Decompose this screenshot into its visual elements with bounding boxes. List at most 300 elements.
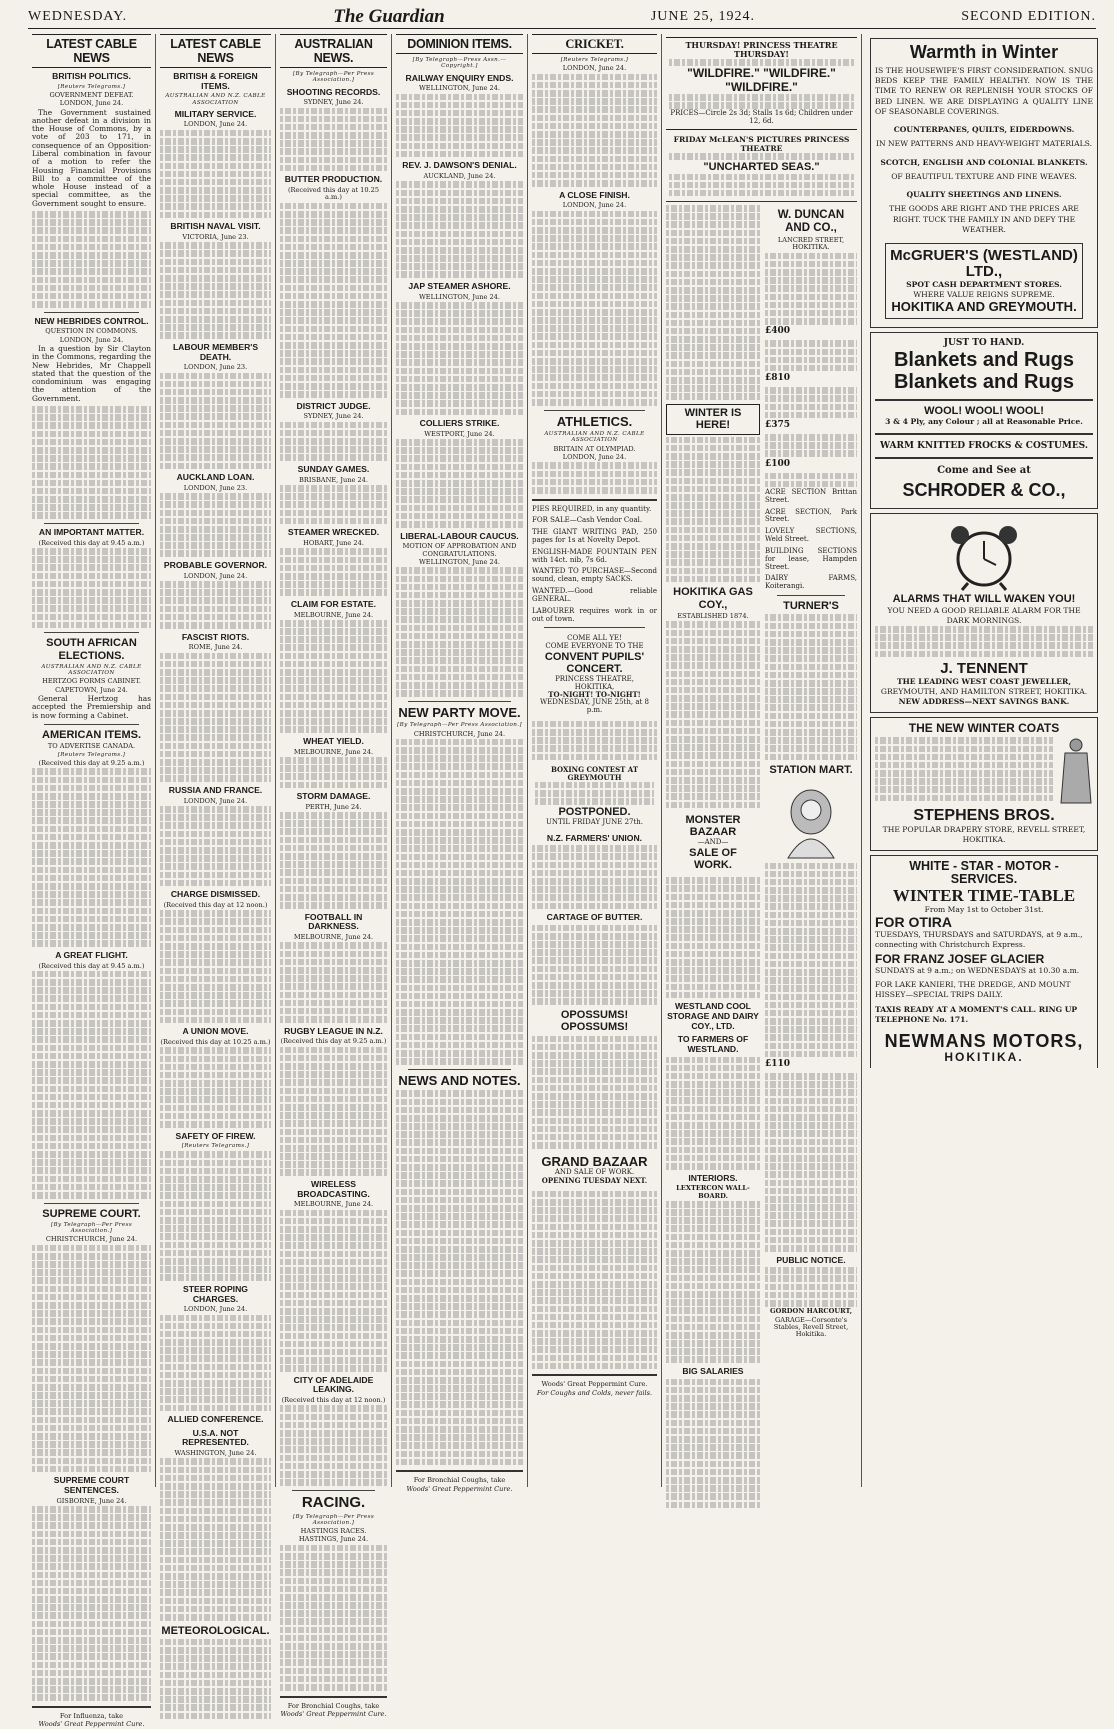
text-line-placeholder	[280, 342, 387, 349]
text-line-placeholder	[280, 589, 387, 596]
text-line-placeholder	[666, 1234, 760, 1241]
text-line-placeholder	[160, 718, 271, 725]
text-line-placeholder	[160, 542, 271, 549]
text-line-placeholder	[280, 148, 387, 155]
text-line-placeholder	[875, 778, 1053, 785]
text-line-placeholder	[875, 770, 1053, 777]
article-dateline: HOBART, June 24.	[303, 539, 364, 547]
text-line-placeholder	[32, 1522, 151, 1529]
text-line-placeholder	[532, 903, 657, 910]
text-line-placeholder	[280, 1479, 387, 1486]
text-line-placeholder	[32, 1596, 151, 1603]
text-line-placeholder	[765, 754, 857, 761]
text-line-placeholder	[532, 1322, 657, 1329]
text-line-placeholder	[532, 82, 657, 89]
text-line-placeholder	[765, 936, 857, 943]
text-line-placeholder	[32, 447, 151, 454]
ad-title: Blankets and Rugs	[893, 348, 1075, 371]
text-line-placeholder	[32, 422, 151, 429]
text-line-placeholder	[160, 1168, 271, 1175]
text-line-placeholder	[160, 446, 271, 453]
text-line-placeholder	[532, 156, 657, 163]
text-line-placeholder	[280, 430, 387, 437]
text-line-placeholder	[532, 721, 657, 728]
text-line-placeholder	[666, 802, 760, 809]
ad-line: FRIDAY McLEAN'S PICTURES PRINCESS THEATRE	[673, 135, 850, 153]
text-line-placeholder	[396, 870, 523, 877]
text-line-placeholder	[160, 1614, 271, 1621]
text-line-placeholder	[280, 1145, 387, 1152]
text-line-placeholder	[396, 804, 523, 811]
text-line-placeholder	[396, 747, 523, 754]
text-line-placeholder	[160, 685, 271, 692]
text-line-placeholder	[666, 328, 760, 335]
text-line-placeholder	[280, 285, 387, 292]
text-line-placeholder	[280, 951, 387, 958]
article-heading: STEAMER WRECKED.	[287, 527, 380, 538]
text-line-placeholder	[666, 1106, 760, 1113]
text-line-placeholder	[532, 1314, 657, 1321]
text-line-placeholder	[396, 1401, 523, 1408]
text-line-placeholder	[532, 358, 657, 365]
text-line-placeholder	[280, 861, 387, 868]
text-line-placeholder	[396, 919, 523, 926]
text-line-placeholder	[32, 858, 151, 865]
text-line-placeholder	[396, 854, 523, 861]
text-line-placeholder	[666, 711, 760, 718]
text-line-placeholder	[765, 450, 857, 457]
text-line-placeholder	[160, 130, 271, 137]
text-line-placeholder	[160, 863, 271, 870]
text-line-placeholder	[160, 1217, 271, 1224]
text-line-placeholder	[669, 174, 854, 181]
ad-line: Come and See at	[937, 464, 1031, 476]
text-line-placeholder	[396, 1393, 523, 1400]
text-line-placeholder	[280, 959, 387, 966]
text-line-placeholder	[32, 1253, 151, 1260]
article-dateline: (Received this day at 12 noon.)	[163, 900, 268, 909]
text-line-placeholder	[765, 294, 857, 301]
article-subheading: MOTION OF APPROBATION AND CONGRATULATIONS.	[402, 542, 517, 558]
text-line-placeholder	[160, 661, 271, 668]
text-line-placeholder	[666, 793, 760, 800]
text-line-placeholder	[765, 1171, 857, 1178]
text-line-placeholder	[666, 230, 760, 237]
text-line-placeholder	[666, 559, 760, 566]
article-body: The Government sustained another defeat in a division in the House of Commons, by a vote of 203 to 171, in consequence of an Opposition-Liberal combination in favour of a motion to refer the Housing Financial Provisions Bill to a committee of the whole House instead of a special committee, as the Government sought to ensure.	[32, 107, 151, 208]
text-line-placeholder	[160, 493, 271, 500]
text-line-placeholder	[160, 1274, 271, 1281]
text-line-placeholder	[535, 782, 654, 789]
text-line-placeholder	[32, 801, 151, 808]
ad-line: FOR LAKE KANIERI, THE DREDGE, AND MOUNT HISSEY—SPECIAL TRIPS DAILY.	[875, 980, 1071, 1000]
text-line-placeholder	[666, 638, 760, 645]
text-line-placeholder	[280, 765, 387, 772]
text-line-placeholder	[32, 908, 151, 915]
text-line-placeholder	[32, 1555, 151, 1562]
ad-line: For Bronchial Coughs, take	[413, 1476, 506, 1485]
text-line-placeholder	[32, 1192, 151, 1199]
text-line-placeholder	[532, 1346, 657, 1353]
text-line-placeholder	[160, 959, 271, 966]
text-line-placeholder	[666, 951, 760, 958]
divider	[875, 399, 1093, 401]
text-line-placeholder	[666, 769, 760, 776]
text-line-placeholder	[396, 788, 523, 795]
text-line-placeholder	[532, 1355, 657, 1362]
text-line-placeholder	[532, 479, 657, 486]
text-line-placeholder	[532, 982, 657, 989]
text-line-placeholder	[396, 1303, 523, 1310]
ad-title: PUBLIC NOTICE.	[776, 1254, 846, 1265]
text-line-placeholder	[666, 445, 760, 452]
text-line-placeholder	[666, 1057, 760, 1064]
text-line-placeholder	[666, 336, 760, 343]
text-line-placeholder	[532, 1224, 657, 1231]
text-line-placeholder	[160, 1589, 271, 1596]
text-line-placeholder	[396, 625, 523, 632]
article-heading: METEOROLOGICAL.	[161, 1624, 270, 1637]
text-line-placeholder	[875, 634, 1093, 641]
text-line-placeholder	[280, 967, 387, 974]
text-line-placeholder	[666, 1348, 760, 1355]
ad-line: SPOT CASH DEPARTMENT STORES.	[906, 279, 1062, 289]
text-line-placeholder	[765, 614, 857, 621]
text-line-placeholder	[532, 870, 657, 877]
text-line-placeholder	[532, 243, 657, 250]
text-line-placeholder	[396, 513, 523, 520]
text-line-placeholder	[532, 933, 657, 940]
text-line-placeholder	[666, 469, 760, 476]
text-line-placeholder	[765, 1034, 857, 1041]
article-heading: NEW HEBRIDES CONTROL.	[34, 315, 149, 326]
text-line-placeholder	[160, 430, 271, 437]
text-line-placeholder	[160, 1242, 271, 1249]
text-line-placeholder	[669, 190, 854, 197]
text-line-placeholder	[160, 1663, 271, 1670]
text-line-placeholder	[532, 1273, 657, 1280]
text-line-placeholder	[666, 1225, 760, 1232]
text-line-placeholder	[280, 510, 387, 517]
text-line-placeholder	[396, 190, 523, 197]
ad-line: 3 & 4 Ply, any Colour ; all at Reasonable Price.	[885, 417, 1083, 427]
text-line-placeholder	[280, 581, 387, 588]
article-subheading: HASTINGS RACES.	[300, 1527, 367, 1536]
text-line-placeholder	[160, 1557, 271, 1564]
text-line-placeholder	[396, 1238, 523, 1245]
article-dateline: LONDON, June 24.	[59, 99, 124, 108]
text-line-placeholder	[160, 1483, 271, 1490]
theatre-advertisement	[666, 133, 857, 202]
text-line-placeholder	[32, 1318, 151, 1325]
price-figure: £810	[764, 373, 791, 384]
text-line-placeholder	[160, 759, 271, 766]
text-line-placeholder	[666, 1379, 760, 1386]
text-line-placeholder	[765, 977, 857, 984]
text-line-placeholder	[765, 404, 857, 411]
text-line-placeholder	[160, 1323, 271, 1330]
text-line-placeholder	[32, 1458, 151, 1465]
text-line-placeholder	[160, 847, 271, 854]
article-subheading: HERTZOG FORMS CABINET.	[42, 677, 141, 686]
text-line-placeholder	[160, 1475, 271, 1482]
text-line-placeholder	[666, 287, 760, 294]
text-line-placeholder	[532, 1199, 657, 1206]
text-line-placeholder	[280, 837, 387, 844]
text-line-placeholder	[280, 902, 387, 909]
article-heading: OPOSSUMS! OPOSSUMS!	[560, 1009, 629, 1034]
article-dateline: PERTH, June 24.	[305, 802, 362, 811]
text-line-placeholder	[32, 932, 151, 939]
ad-line: THE GOODS ARE RIGHT AND THE PRICES ARE RIGHT. TUCK THE FAMILY IN AND DEFY THE WEATHER.	[889, 204, 1079, 234]
text-line-placeholder	[32, 1384, 151, 1391]
text-line-placeholder	[160, 992, 271, 999]
text-line-placeholder	[532, 886, 657, 893]
text-line-placeholder	[160, 1266, 271, 1273]
text-line-placeholder	[666, 621, 760, 628]
text-line-placeholder	[666, 385, 760, 392]
text-line-placeholder	[160, 1565, 271, 1572]
text-line-placeholder	[875, 746, 1053, 753]
text-line-placeholder	[32, 244, 151, 251]
text-line-placeholder	[280, 1063, 387, 1070]
text-line-placeholder	[32, 883, 151, 890]
text-line-placeholder	[280, 620, 387, 627]
text-line-placeholder	[666, 221, 760, 228]
text-line-placeholder	[666, 453, 760, 460]
text-line-placeholder	[280, 1405, 387, 1412]
text-line-placeholder	[532, 974, 657, 981]
stephens-advertisement	[870, 717, 1098, 851]
text-line-placeholder	[32, 1012, 151, 1019]
divider	[44, 632, 139, 633]
text-line-placeholder	[666, 1283, 760, 1290]
text-line-placeholder	[765, 395, 857, 402]
text-line-placeholder	[532, 1297, 657, 1304]
text-line-placeholder	[666, 518, 760, 525]
text-line-placeholder	[280, 293, 387, 300]
article-dateline: LONDON, June 24.	[562, 201, 627, 210]
text-line-placeholder	[32, 842, 151, 849]
text-line-placeholder	[160, 1009, 271, 1016]
text-line-placeholder	[32, 1151, 151, 1158]
text-line-placeholder	[875, 762, 1053, 769]
divider	[44, 724, 139, 725]
article-dateline: LONDON, June 24.	[183, 120, 248, 129]
article-heading: AMERICAN ITEMS.	[42, 729, 141, 742]
text-line-placeholder	[765, 994, 857, 1001]
article-credit: [By Telegraph—Per Press Association.]	[50, 1221, 133, 1235]
text-line-placeholder	[666, 246, 760, 253]
text-line-placeholder	[666, 728, 760, 735]
text-line-placeholder	[666, 254, 760, 261]
article-heading: CARTAGE OF BUTTER.	[546, 912, 643, 923]
text-line-placeholder	[160, 1680, 271, 1687]
text-line-placeholder	[875, 786, 1053, 793]
text-line-placeholder	[765, 302, 857, 309]
text-line-placeholder	[765, 1130, 857, 1137]
text-line-placeholder	[32, 1662, 151, 1669]
text-line-placeholder	[160, 534, 271, 541]
classified-ad: WANTED.—Good reliable GENERAL.	[532, 587, 657, 603]
text-line-placeholder	[396, 592, 523, 599]
ad-line: JUST TO HAND.	[943, 337, 1025, 348]
ad-line: QUALITY SHEETINGS AND LINENS.	[906, 190, 1062, 200]
text-line-placeholder	[32, 1126, 151, 1133]
text-line-placeholder	[532, 1248, 657, 1255]
text-line-placeholder	[160, 1516, 271, 1523]
text-line-placeholder	[396, 1156, 523, 1163]
text-line-placeholder	[160, 734, 271, 741]
ad-line: WEDNESDAY, JUNE 25th, at 8 p.m.	[539, 698, 649, 715]
text-line-placeholder	[396, 755, 523, 762]
ad-line: From May 1st to October 31st.	[924, 904, 1044, 914]
divider	[44, 1203, 139, 1204]
text-line-placeholder	[396, 1442, 523, 1449]
text-line-placeholder	[765, 1275, 857, 1282]
text-line-placeholder	[32, 875, 151, 882]
text-line-placeholder	[280, 886, 387, 893]
text-line-placeholder	[396, 1352, 523, 1359]
text-line-placeholder	[32, 1686, 151, 1693]
text-line-placeholder	[765, 1292, 857, 1299]
text-line-placeholder	[280, 1047, 387, 1054]
text-line-placeholder	[396, 674, 523, 681]
text-line-placeholder	[396, 1418, 523, 1425]
text-line-placeholder	[32, 1539, 151, 1546]
text-line-placeholder	[532, 235, 657, 242]
ad-line: GARAGE—Corsonte's Stables, Revell Street, Hokitika.	[773, 1315, 849, 1339]
text-line-placeholder	[280, 219, 387, 226]
text-line-placeholder	[32, 1053, 151, 1060]
text-line-placeholder	[280, 1120, 387, 1127]
text-line-placeholder	[280, 694, 387, 701]
article-dateline: CHRISTCHURCH, June 24.	[413, 729, 506, 738]
column-display-advertisements	[862, 34, 1102, 1487]
text-line-placeholder	[396, 976, 523, 983]
text-line-placeholder	[396, 1017, 523, 1024]
article-credit: [By Telegraph—Press Assn.—Copyright.]	[412, 57, 507, 70]
article-heading: DISTRICT JUDGE.	[296, 400, 371, 411]
text-line-placeholder	[532, 211, 657, 218]
text-line-placeholder	[396, 255, 523, 262]
text-line-placeholder	[532, 1044, 657, 1051]
text-line-placeholder	[280, 548, 387, 555]
masthead-date: JUNE 25, 1924.	[650, 9, 756, 24]
text-line-placeholder	[32, 1572, 151, 1579]
text-line-placeholder	[396, 952, 523, 959]
text-line-placeholder	[666, 205, 760, 212]
text-line-placeholder	[160, 775, 271, 782]
text-line-placeholder	[280, 236, 387, 243]
ad-line: For Influenza, take	[59, 1711, 124, 1720]
article-credit: [Reuters Telegrams.]	[57, 83, 126, 90]
text-line-placeholder	[160, 1508, 271, 1515]
text-line-placeholder	[32, 1327, 151, 1334]
text-line-placeholder	[532, 284, 657, 291]
text-line-placeholder	[32, 455, 151, 462]
text-line-placeholder	[396, 102, 523, 109]
text-line-placeholder	[765, 1147, 857, 1154]
text-line-placeholder	[765, 631, 857, 638]
text-line-placeholder	[666, 1387, 760, 1394]
text-line-placeholder	[666, 1065, 760, 1072]
ad-title: SCHRODER & CO.,	[902, 480, 1066, 501]
text-line-placeholder	[32, 1143, 151, 1150]
text-line-placeholder	[160, 550, 271, 557]
text-line-placeholder	[765, 1204, 857, 1211]
text-line-placeholder	[396, 1230, 523, 1237]
text-line-placeholder	[532, 1109, 657, 1116]
text-line-placeholder	[160, 250, 271, 257]
text-line-placeholder	[396, 1164, 523, 1171]
text-line-placeholder	[666, 502, 760, 509]
text-line-placeholder	[32, 777, 151, 784]
article-heading: SOUTH AFRICAN ELECTIONS.	[46, 637, 137, 662]
text-line-placeholder	[666, 720, 760, 727]
text-line-placeholder	[765, 1188, 857, 1195]
ad-title: INTERIORS.	[688, 1172, 738, 1183]
text-line-placeholder	[160, 259, 271, 266]
text-line-placeholder	[280, 773, 387, 780]
article-dateline: SYDNEY, June 24.	[303, 412, 364, 421]
text-line-placeholder	[396, 1042, 523, 1049]
text-line-placeholder	[396, 1295, 523, 1302]
article-heading: CLAIM FOR ESTATE.	[290, 598, 377, 609]
text-line-placeholder	[396, 616, 523, 623]
text-line-placeholder	[160, 1647, 271, 1654]
text-line-placeholder	[32, 1514, 151, 1521]
text-line-placeholder	[532, 301, 657, 308]
text-line-placeholder	[160, 1467, 271, 1474]
text-line-placeholder	[32, 979, 151, 986]
ad-line: WOOL! WOOL! WOOL!	[924, 404, 1044, 417]
text-line-placeholder	[666, 1258, 760, 1265]
ad-line: GORDON HARCOURT,	[769, 1307, 853, 1316]
classified-ad: PIES REQUIRED, in any quantity.	[532, 504, 652, 513]
text-line-placeholder	[396, 271, 523, 278]
text-line-placeholder	[396, 845, 523, 852]
text-line-placeholder	[280, 1578, 387, 1585]
column-latest-cable-news	[28, 34, 156, 1729]
text-line-placeholder	[32, 1645, 151, 1652]
article-dateline: (Received this day at 9.25 a.m.)	[38, 758, 145, 767]
coat-figure-icon	[1059, 737, 1093, 805]
text-line-placeholder	[280, 301, 387, 308]
text-line-placeholder	[532, 1036, 657, 1043]
text-line-placeholder	[160, 438, 271, 445]
text-line-placeholder	[280, 1602, 387, 1609]
ad-title: HOKITIKA AND GREYMOUTH.	[891, 299, 1077, 315]
text-line-placeholder	[666, 943, 760, 950]
text-line-placeholder	[765, 721, 857, 728]
article-dateline: LONDON, June 24.	[183, 1305, 248, 1314]
text-line-placeholder	[280, 653, 387, 660]
text-line-placeholder	[666, 761, 760, 768]
text-line-placeholder	[396, 739, 523, 746]
article-dateline: LONDON, June 23.	[183, 363, 248, 372]
ad-line: For Bronchial Coughs, take	[287, 1701, 380, 1710]
article-heading: AN IMPORTANT MATTER.	[38, 527, 145, 538]
text-line-placeholder	[280, 383, 387, 390]
text-line-placeholder	[396, 247, 523, 254]
text-line-placeholder	[666, 992, 760, 999]
text-line-placeholder	[160, 187, 271, 194]
text-line-placeholder	[160, 1372, 271, 1379]
column-header: AUSTRALIAN NEWS.	[280, 34, 387, 68]
text-line-placeholder	[32, 1368, 151, 1375]
text-line-placeholder	[396, 1131, 523, 1138]
